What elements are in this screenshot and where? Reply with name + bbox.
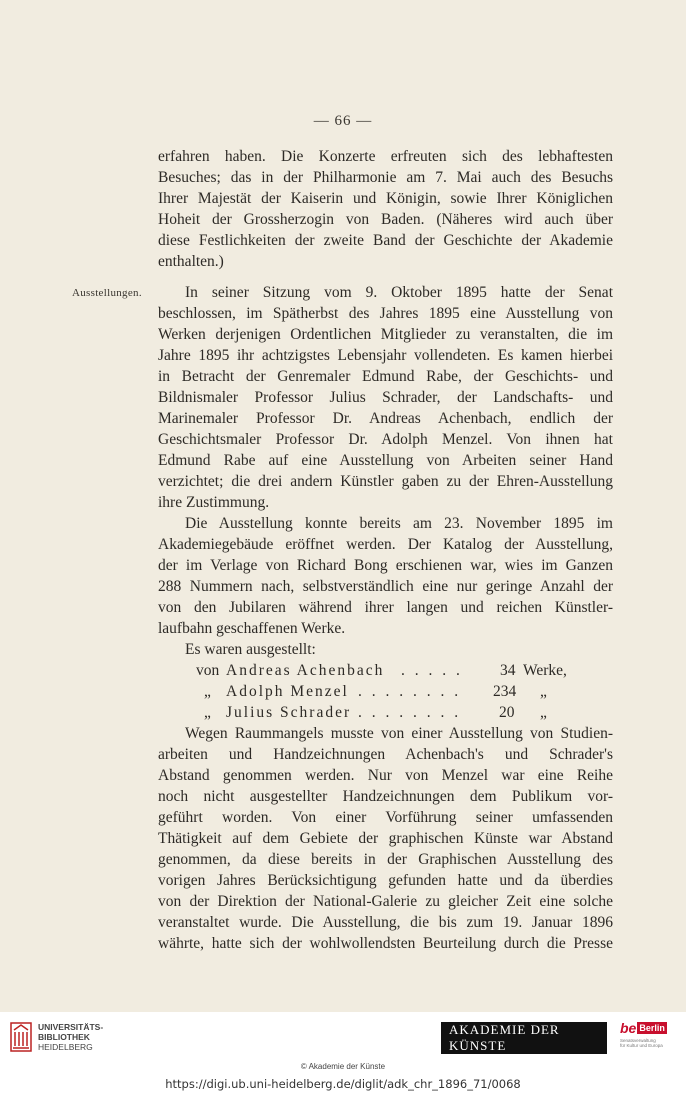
exhibit-prefix: „ (204, 683, 211, 700)
text-line: diese Festlichkeiten der zweite Band der Geschichte der Akademie (158, 232, 613, 249)
text-line: Geschichtsmaler Professor Dr. Adolph Menzel. Von ihnen hat (158, 431, 613, 448)
akademie-der-kuenste-logo[interactable] (440, 1022, 608, 1054)
exhibit-unit: Werke, (523, 662, 567, 679)
text-line: ihre Zustimmung. (158, 494, 270, 511)
exhibit-count: 20 (499, 704, 515, 721)
margin-note: Ausstellungen. (72, 287, 142, 299)
text-line: enthalten.) (158, 253, 224, 270)
text-line: von der Direktion der National-Galerie zu gleicher Zeit eine solche (158, 893, 613, 910)
text-line: Jahre 1895 ihr achtzigstes Lebensjahr vollendeten. Es kamen hierbei (158, 347, 613, 364)
text-line: vorigen Jahres Berücksichtigung gefunden hatte und da überdies (158, 872, 613, 889)
paragraph-2 (158, 282, 613, 954)
library-crest-icon (10, 1022, 32, 1052)
text-line: Besuches; das in der Philharmonie am 7. Mai auch des Besuchs (158, 169, 613, 186)
text-line: 288 Nummern nach, selbstverständlich eine nur geringe Anzahl der (158, 578, 613, 595)
exhibit-prefix: von (196, 662, 220, 679)
text-line: Akademiegebäude eröffnet werden. Der Katalog der Ausstellung, (158, 536, 613, 553)
ub-name-line3: HEIDELBERG (38, 1042, 93, 1052)
text-line: währte, hatte sich der wohlwollendsten Beurteilung durch die Presse (158, 935, 613, 952)
ub-heidelberg-logo[interactable] (10, 1022, 103, 1052)
exhibit-artist: Julius Schrader (226, 704, 352, 721)
exhibit-count: 234 (493, 683, 517, 700)
paragraph-1 (158, 146, 613, 272)
text-line: Abstand genommen werden. Nur von Menzel war eine Reihe (158, 767, 613, 784)
exhibit-unit: „ (540, 704, 547, 721)
text-line: Wegen Raummangels musste von einer Ausstellung von Studien- (185, 725, 613, 742)
exhibited-intro: Es waren ausgestellt: (185, 641, 316, 658)
text-line: noch nicht ausgestellter Handzeichnungen dem Publikum vor- (158, 788, 613, 805)
text-line: Werken derjenigen Ordentlichen Mitglieder zu veranstalten, die im (158, 326, 613, 343)
exhibit-count: 34 (500, 662, 516, 679)
exhibit-row (158, 702, 613, 723)
berlin-be-mark: be (620, 1020, 637, 1036)
exhibit-artist: Adolph Menzel (226, 683, 349, 700)
text-line: erfahren haben. Die Konzerte erfreuten sich des lebhaftesten (158, 148, 613, 165)
text-line: beschlossen, im Spätherbst des Jahres 1895 eine Ausstellung von (158, 305, 613, 322)
exhibit-row (158, 681, 613, 702)
exhibit-dots: . . . . . . . . (358, 704, 462, 721)
ub-name-line2: BIBLIOTHEK (38, 1032, 90, 1042)
text-line: arbeiten und Handzeichnungen Achenbach's und Schrader's (158, 746, 613, 763)
text-line: genommen, da diese bereits in der Graphischen Ausstellung des (158, 851, 613, 868)
text-line: Hoheit der Grossherzogin von Baden. (Näheres wird auch über (158, 211, 613, 228)
text-line: Ihrer Majestät der Kaiserin und Königin, sowie Ihrer Königlichen (158, 190, 613, 207)
text-line: In seiner Sitzung vom 9. Oktober 1895 hatte der Senat (185, 284, 613, 301)
akademie-logo-text: AKADEMIE DER KÜNSTE (440, 1017, 608, 1059)
ub-name-line1: UNIVERSITÄTS- (38, 1022, 104, 1032)
text-line: in Betracht der Genremaler Edmund Rabe, der Geschichts- und (158, 368, 613, 385)
text-line: Thätigkeit auf dem Gebiete der graphischen Künste war Abstand (158, 830, 613, 847)
exhibit-row (158, 660, 613, 681)
text-line: geführt worden. Von einer Vorführung seiner umfassenden (158, 809, 613, 826)
copyright-notice: © Akademie der Künste (300, 1062, 386, 1071)
berlin-sub-line2: für Kultur und Europa (620, 1043, 663, 1048)
exhibit-dots: . . . . . . . . (358, 683, 462, 700)
text-line: veranstaltet wurde. Die Ausstellung, die bis zum 19. Januar 1896 (158, 914, 613, 931)
page-number: — 66 — (313, 113, 373, 129)
text-line: Die Ausstellung konnte bereits am 23. November 1895 im (185, 515, 613, 532)
berlin-senate-logo[interactable] (620, 1020, 678, 1058)
berlin-sub-line1: Senatsverwaltung (620, 1038, 656, 1043)
text-line: laufbahn geschaffenen Werke. (158, 620, 346, 637)
text-line: Marinemaler Professor Dr. Andreas Achenbach, endlich der (158, 410, 613, 427)
text-line: Bildnismaler Professor Julius Schrader, der Landschafts- und (158, 389, 613, 406)
text-line: von den Jubilaren während ihrer langen und reichen Künstler- (158, 599, 613, 616)
exhibit-unit: „ (540, 683, 547, 700)
text-line: der im Verlage von Richard Bong erschienen war, wies im Ganzen (158, 557, 613, 574)
text-line: verzichtet; die drei andern Künstler gaben zu der Ehren-Ausstellung (158, 473, 613, 490)
exhibit-prefix: „ (204, 704, 211, 721)
text-line: Edmund Rabe auf eine Ausstellung von Arbeiten seiner Hand (158, 452, 613, 469)
exhibit-artist: Andreas Achenbach (226, 662, 385, 679)
permalink-url[interactable]: https://digi.ub.uni-heidelberg.de/diglit/adk_chr_1896_71/0068 (165, 1077, 521, 1091)
berlin-word: Berlin (639, 1023, 665, 1033)
exhibit-dots: . . . . . (401, 662, 463, 679)
